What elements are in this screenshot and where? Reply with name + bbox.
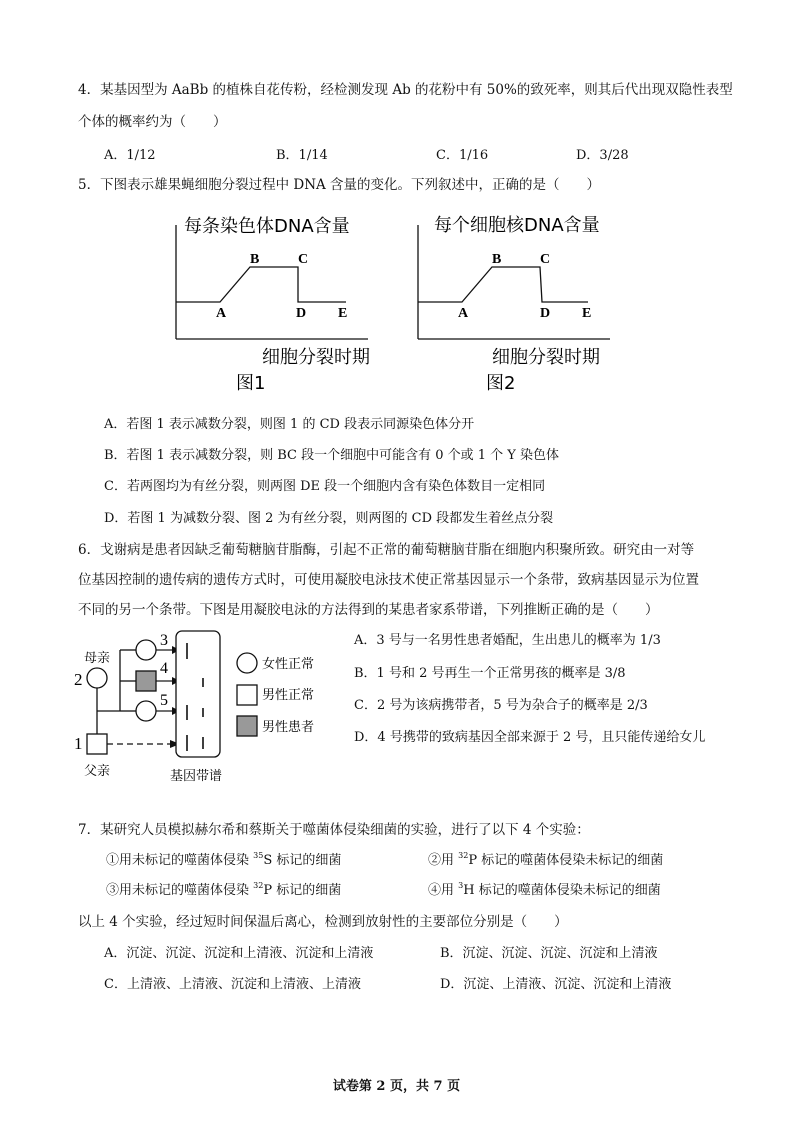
q5-option-d: D．若图 1 为减数分裂、图 2 为有丝分裂，则两图的 CD 段都发生着丝点分裂 xyxy=(104,511,554,526)
q6-option-b: B．1 号和 2 号再生一个正常男孩的概率是 3/8 xyxy=(354,666,626,681)
legend-male-affected: 男性患者 xyxy=(262,720,315,735)
q4-stem-line2: 个体的概率约为（ ） xyxy=(78,114,227,130)
individual-4-symbol xyxy=(136,671,156,691)
figure2-point-c: C xyxy=(540,252,551,267)
pedigree-number-3: 3 xyxy=(160,632,168,649)
figure1-ylabel: 每条染色体DNA含量 xyxy=(184,216,350,237)
q7-exp1: ①用未标记的噬菌体侵染 $^{35}$S 标记的细菌 xyxy=(106,851,342,868)
q7-exp3: ③用未标记的噬菌体侵染 $^{32}$P 标记的细菌 xyxy=(106,881,342,898)
figure1-point-d: D xyxy=(296,306,307,321)
figure1-xlabel: 细胞分裂时期 xyxy=(262,347,370,368)
pedigree-number-4: 4 xyxy=(160,660,168,677)
q5-option-a: A．若图 1 表示减数分裂，则图 1 的 CD 段表示同源染色体分开 xyxy=(104,417,475,432)
q5-option-c: C．若两图均为有丝分裂，则两图 DE 段一个细胞内含有染色体数目一定相同 xyxy=(104,479,546,494)
q5-figures xyxy=(150,205,620,400)
q7-stem: 7．某研究人员模拟赫尔希和蔡斯关于噬菌体侵染细菌的实验，进行了以下 4 个实验： xyxy=(78,822,590,838)
q7-option-a: A．沉淀、沉淀、沉淀和上清液、沉淀和上清液 xyxy=(104,946,374,961)
q6-pedigree-figure xyxy=(70,625,350,795)
figure1-caption: 图1 xyxy=(236,373,266,394)
q7-option-d: D．沉淀、上清液、沉淀、沉淀和上清液 xyxy=(440,977,672,992)
figure2 xyxy=(418,215,610,394)
q4-stem-line1: 4．某基因型为 AaBb 的植株自花传粉，经检测发现 Ab 的花粉中有 50%的致死率，则其后代出现双隐性表型 xyxy=(78,82,733,98)
father-label: 父亲 xyxy=(84,764,111,779)
figure1-point-c: C xyxy=(298,252,309,267)
pedigree-number-1: 1 xyxy=(74,734,83,753)
individual-5-symbol xyxy=(136,701,156,721)
gel-box xyxy=(176,631,220,757)
mother-symbol xyxy=(87,668,107,688)
gel-label: 基因带谱 xyxy=(170,769,223,784)
father-symbol xyxy=(87,734,107,754)
q4-option-a: A．1/12 xyxy=(104,148,156,163)
legend-female-normal: 女性正常 xyxy=(262,657,315,672)
page-footer: 试卷第 2 页，共 7 页 xyxy=(332,1079,461,1094)
figure1-point-a: A xyxy=(216,306,227,321)
figure1-point-e: E xyxy=(338,306,348,321)
q6-option-c: C．2 号为该病携带者，5 号为杂合子的概率是 2/3 xyxy=(354,698,648,713)
q6-stem-line1: 6．戈谢病是患者因缺乏葡萄糖脑苷脂酶，引起不正常的葡萄糖脑苷脂在细胞内积聚所致。研究由一对等 xyxy=(78,542,695,558)
figure2-point-a: A xyxy=(458,306,469,321)
figure2-point-e: E xyxy=(582,306,592,321)
figure2-point-b: B xyxy=(492,252,502,267)
q6-option-d: D．4 号携带的致病基因全部来源于 2 号，且只能传递给女儿 xyxy=(354,730,706,745)
figure1-curve xyxy=(176,267,346,302)
pedigree-number-5: 5 xyxy=(160,692,168,709)
pedigree-number-2: 2 xyxy=(74,670,83,689)
mother-label: 母亲 xyxy=(84,651,111,666)
q6-stem-line2: 位基因控制的遗传病的遗传方式时，可使用凝胶电泳技术使正常基因显示一个条带，致病基因显示为位置 xyxy=(78,572,699,588)
figure2-point-d: D xyxy=(540,306,551,321)
figure2-ylabel: 每个细胞核DNA含量 xyxy=(434,215,600,236)
legend-male-affected-icon xyxy=(237,716,257,736)
q7-option-b: B．沉淀、沉淀、沉淀、沉淀和上清液 xyxy=(440,946,658,961)
figure2-caption: 图2 xyxy=(486,373,516,394)
q6-stem-line3: 不同的另一个条带。下图是用凝胶电泳的方法得到的某患者家系带谱，下列推断正确的是（ ） xyxy=(78,602,659,618)
figure2-curve xyxy=(418,267,588,302)
legend-male-normal: 男性正常 xyxy=(262,688,315,703)
q7-question: 以上 4 个实验，经过短时间保温后离心，检测到放射性的主要部位分别是（ ） xyxy=(78,914,568,930)
q7-exp4: ④用 $^3$H 标记的噬菌体侵染未标记的细菌 xyxy=(428,881,661,898)
q5-stem: 5．下图表示雄果蝇细胞分裂过程中 DNA 含量的变化。下列叙述中，正确的是（ ） xyxy=(78,177,601,193)
individual-3-symbol xyxy=(136,640,156,660)
q4-option-d: D．3/28 xyxy=(576,148,629,163)
q4-option-b: B．1/14 xyxy=(276,148,328,163)
q7-option-c: C．上清液、上清液、沉淀和上清液、上清液 xyxy=(104,977,361,992)
figure1-point-b: B xyxy=(250,252,260,267)
q7-exp2: ②用 $^{32}$P 标记的噬菌体侵染未标记的细菌 xyxy=(428,851,664,868)
figure2-xlabel: 细胞分裂时期 xyxy=(492,347,600,368)
q6-option-a: A．3 号与一名男性患者婚配，生出患儿的概率为 1/3 xyxy=(354,633,661,648)
legend-male-normal-icon xyxy=(237,685,257,705)
q5-option-b: B．若图 1 表示减数分裂，则 BC 段一个细胞中可能含有 0 个或 1 个 Y 染色体 xyxy=(104,448,560,463)
legend-female-normal-icon xyxy=(237,653,257,673)
q4-option-c: C．1/16 xyxy=(436,148,489,163)
figure1 xyxy=(176,216,370,394)
